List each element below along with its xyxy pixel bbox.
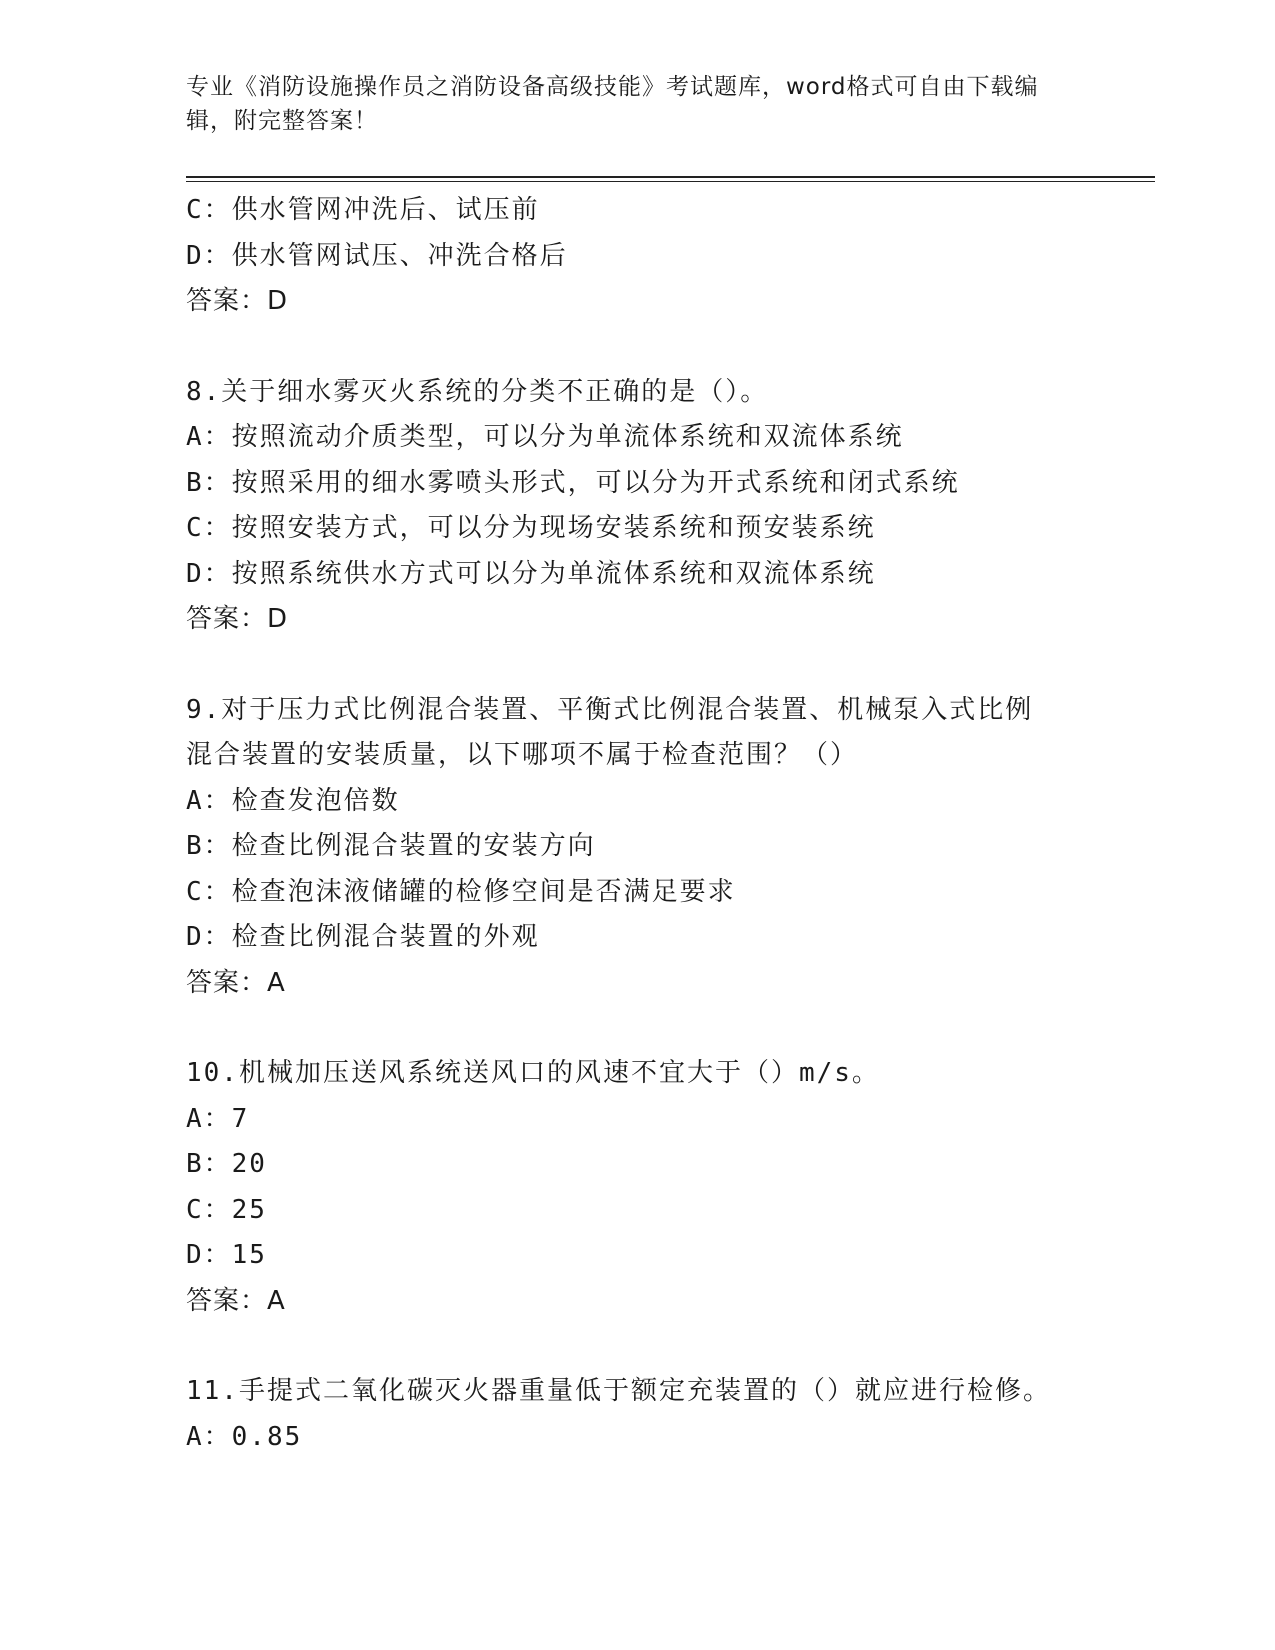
option-b: B：按照采用的细水雾喷头形式，可以分为开式系统和闭式系统 (186, 467, 960, 498)
question-stem: 10.机械加压送风系统送风口的风速不宜大于（）m/s。 (186, 1058, 880, 1088)
option-c: C：按照安装方式，可以分为现场安装系统和预安装系统 (186, 513, 876, 543)
question-11 (186, 1369, 1086, 1460)
option-a: A：检查发泡倍数 (186, 785, 400, 816)
answer-line: 答案：A (186, 967, 286, 998)
header-rule-thin (186, 181, 1155, 182)
continued-question (186, 188, 1086, 325)
question-list (186, 188, 1086, 1460)
answer-line: 答案：D (186, 604, 289, 634)
question-stem: 11.手提式二氧化碳灭火器重量低于额定充装置的（）就应进行检修。 (186, 1376, 1051, 1406)
question-stem: 8.关于细水雾灭火系统的分类不正确的是（）。 (186, 376, 769, 407)
option-d: D：供水管网试压、冲洗合格后 (186, 240, 568, 271)
option-c: C：供水管网冲洗后、试压前 (186, 195, 540, 225)
document-header (186, 70, 1076, 138)
question-stem: 9.对于压力式比例混合装置、平衡式比例混合装置、机械泵入式比例混合装置的安装质量，以下哪项不属于检查范围？（） (186, 694, 1034, 770)
question-9 (186, 688, 1086, 1007)
option-d: D：检查比例混合装置的外观 (186, 922, 540, 952)
option-b: B：20 (186, 1149, 267, 1179)
option-d: D：15 (186, 1240, 267, 1270)
option-b: B：检查比例混合装置的安装方向 (186, 831, 596, 861)
option-d: D：按照系统供水方式可以分为单流体系统和双流体系统 (186, 558, 876, 589)
header-rule (186, 176, 1155, 178)
option-c: C：检查泡沫液储罐的检修空间是否满足要求 (186, 876, 736, 907)
answer-line: 答案：A (186, 1285, 286, 1316)
option-a: A：按照流动介质类型，可以分为单流体系统和双流体系统 (186, 422, 904, 452)
question-10 (186, 1051, 1086, 1324)
option-c: C：25 (186, 1194, 267, 1225)
header-text: 专业《消防设施操作员之消防设备高级技能》考试题库，word格式可自由下载编辑，附完整答案！ (186, 74, 1039, 134)
option-a: A：7 (186, 1103, 250, 1134)
question-8 (186, 370, 1086, 643)
option-a: A：0.85 (186, 1421, 303, 1452)
answer-line: 答案：D (186, 286, 289, 316)
